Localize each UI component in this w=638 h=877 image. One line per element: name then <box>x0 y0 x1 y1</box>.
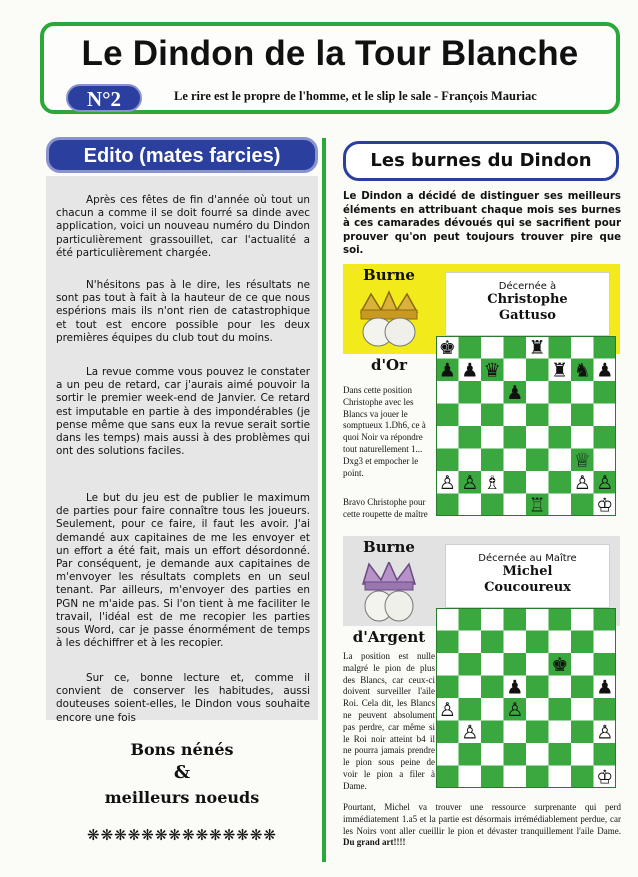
gold-description: Dans cette position Christophe avec les Blancs va jouer le somptueux 1.Dh6, ce à quoi Noir va répondre tout naturellement 1... Dxg3 et empocher le point. <box>343 385 426 478</box>
gold-name-line2: Gattuso <box>499 308 556 323</box>
gold-label-top: Burne <box>363 266 415 284</box>
board-square <box>481 494 504 517</box>
board-square <box>459 426 482 449</box>
board-square <box>459 631 482 654</box>
gold-bravo: Bravo Christophe pour cette roupette de maître <box>343 497 428 519</box>
board-square <box>459 676 482 699</box>
board-square <box>526 426 549 449</box>
chess-piece-icon: ♙ <box>461 472 479 494</box>
board-square <box>436 676 459 699</box>
board-square <box>436 766 459 789</box>
board-square <box>526 471 549 494</box>
board-square <box>594 381 617 404</box>
board-square <box>481 721 504 744</box>
board-square <box>571 698 594 721</box>
silver-label-top: Burne <box>363 538 415 556</box>
board-square <box>571 336 594 359</box>
board-square <box>459 698 482 721</box>
board-square <box>571 608 594 631</box>
board-square <box>526 698 549 721</box>
board-square <box>571 743 594 766</box>
burnes-intro: Le Dindon a décidé de distinguer ses meilleurs éléments en attribuant chaque mois ses burnes à ces camarades dévoués qui se sacrifient pour prouver qu'on peut toujours trouver pire que soi. <box>343 191 621 256</box>
issue-badge: N°2 <box>66 84 142 112</box>
silver-description: La position est nulle malgré le pion de plus des Blancs, car ceux-ci doivent surveiller l'aile Roi. Cela dit, les Blancs ne peuvent absolument pas perdre, car même si le Roi noir atteint b4 il ne pourra jamais prendre le pion sous peine de voir le pion a filer à Dame. <box>343 651 435 791</box>
board-square <box>436 721 459 744</box>
board-square <box>481 631 504 654</box>
board-square <box>571 721 594 744</box>
gold-label-bottom: d'Or <box>370 356 408 374</box>
chessboard-svg <box>436 336 616 516</box>
board-square <box>549 426 572 449</box>
silver-punchline: Du grand art!!!! <box>343 837 406 848</box>
board-square <box>549 494 572 517</box>
board-square <box>526 608 549 631</box>
board-square <box>481 404 504 427</box>
board-square <box>459 766 482 789</box>
board-square <box>459 449 482 472</box>
chess-piece-icon: ♙ <box>461 721 479 744</box>
chess-piece-icon: ♙ <box>438 472 456 494</box>
board-square <box>571 631 594 654</box>
board-square <box>481 676 504 699</box>
board-square <box>549 404 572 427</box>
edito-paragraph-2: N'hésitons pas à le dire, les résultats ne sont pas tout à fait à la hauteur de ce que nous espérions mais ils n'ont rien de catastrophique et tout est encore possible pour les deux premières équipes du club tout du moins. <box>56 279 310 344</box>
closing-line-1: Bons nénés <box>130 740 234 759</box>
chess-piece-icon: ♞ <box>573 359 591 382</box>
chess-piece-icon: ♖ <box>528 494 546 516</box>
edito-paragraph-1: Après ces fêtes de fin d'année où tout un chacun a comme il se doit fourré sa dinde avec application, voici un nouveau numéro du Dindon particulièrement grassouillet, car l'actualité a été particulièrement chargée. <box>56 194 310 259</box>
silver-crown-icon <box>357 562 421 624</box>
board-square <box>504 653 527 676</box>
star-divider: ❋❋❋❋❋❋❋❋❋❋❋❋❋❋ <box>87 827 277 844</box>
board-square <box>436 653 459 676</box>
chess-piece-icon: ♜ <box>528 337 546 359</box>
chess-piece-icon: ♚ <box>551 654 569 676</box>
masthead <box>40 22 620 114</box>
board-square <box>571 381 594 404</box>
board-square <box>436 631 459 654</box>
closing-line-2: meilleurs noeuds <box>104 788 260 807</box>
edito-heading: Edito (mates farcies) <box>46 137 318 173</box>
board-square <box>594 743 617 766</box>
chess-piece-icon: ♗ <box>483 472 501 494</box>
board-square <box>481 608 504 631</box>
board-square <box>481 766 504 789</box>
board-square <box>571 653 594 676</box>
masthead-motto: Le rire est le propre de l'homme, et le slip le sale - François Mauriac <box>174 89 537 103</box>
edito-paragraph-4: Le but du jeu est de publier le maximum de parties pour faire connaître tous les joueurs. Seulement, pour ce faire, il faut les avoir. J'ai demandé aux capitaines de me les envoyer et un effort a été fait, mais un effort désordonné. Par conséquent, je demande aux capitaines de m'envoyer les résultats complets en un seul tenant. Par ailleurs, m'envoyer des parties en PGN ne m'aide pas. Si l'on tient à me faciliter le travail, l'idéal est de me recopier les parties sous Word, car je passe énormément de temps à les déchiffrer et à les recopier. <box>56 492 310 650</box>
board-square <box>481 653 504 676</box>
board-square <box>549 608 572 631</box>
silver-continuation-text: Pourtant, Michel va trouver une ressource surprenante qui perd immédiatement 1.a5 et la partie est désormais irrémédiablement perdue, car les Noirs vont aller cueillir le pion et dévaster tranquillement l'aile Dame. <box>343 802 621 836</box>
gold-award-card <box>445 272 610 336</box>
board-square <box>526 631 549 654</box>
board-square <box>549 471 572 494</box>
silver-award-card <box>445 544 610 608</box>
board-square <box>549 381 572 404</box>
board-square <box>436 743 459 766</box>
board-square <box>459 336 482 359</box>
board-square <box>549 336 572 359</box>
chess-piece-icon: ♟ <box>506 676 524 699</box>
board-square <box>481 336 504 359</box>
chess-piece-icon: ♙ <box>506 699 524 721</box>
masthead-title: Le Dindon de la Tour Blanche <box>81 34 579 73</box>
silver-awarded-to: Décernée au Maître <box>478 553 577 564</box>
board-square <box>504 743 527 766</box>
board-square <box>504 404 527 427</box>
board-square <box>526 721 549 744</box>
board-square <box>594 631 617 654</box>
chess-piece-icon: ♛ <box>483 359 501 382</box>
chess-piece-icon: ♚ <box>438 337 456 359</box>
chess-piece-icon: ♟ <box>461 359 479 382</box>
board-square <box>481 426 504 449</box>
silver-name-line1: Michel <box>502 564 553 579</box>
board-square <box>594 608 617 631</box>
board-square <box>549 698 572 721</box>
chess-piece-icon: ♟ <box>506 382 524 404</box>
chess-piece-icon: ♙ <box>596 721 614 744</box>
silver-name-line2: Coucoureux <box>484 580 571 595</box>
silver-chessboard <box>436 608 616 793</box>
chessboard-svg <box>436 608 616 788</box>
board-square <box>436 494 459 517</box>
board-square <box>594 404 617 427</box>
gold-awarded-to: Décernée à <box>498 281 557 292</box>
board-square <box>526 743 549 766</box>
board-square <box>504 449 527 472</box>
board-square <box>571 766 594 789</box>
board-square <box>459 743 482 766</box>
board-square <box>594 449 617 472</box>
board-square <box>504 631 527 654</box>
board-square <box>504 471 527 494</box>
board-square <box>436 449 459 472</box>
board-square <box>436 381 459 404</box>
board-square <box>459 404 482 427</box>
board-square <box>526 404 549 427</box>
chess-piece-icon: ♔ <box>596 766 614 788</box>
board-square <box>436 608 459 631</box>
board-square <box>549 676 572 699</box>
board-square <box>526 381 549 404</box>
board-square <box>459 608 482 631</box>
board-square <box>594 336 617 359</box>
edito-paragraph-3: La revue comme vous pouvez le constater a un peu de retard, car j'aurais aimé pouvoir la sortir le premier week-end de Janvier. Ce retard est imputable en partie à des impondérables (je pense même que sans eux la revue serait sortie dans les temps) mais aussi à des problèmes qui ont des solutions faciles. <box>56 366 310 458</box>
board-square <box>571 676 594 699</box>
board-square <box>481 381 504 404</box>
chess-piece-icon: ♜ <box>551 359 569 382</box>
board-square <box>459 494 482 517</box>
closing-ampersand: & <box>173 762 191 783</box>
board-square <box>436 404 459 427</box>
board-square <box>504 766 527 789</box>
board-square <box>526 766 549 789</box>
board-square <box>526 653 549 676</box>
board-square <box>549 743 572 766</box>
edito-paragraph-5: Sur ce, bonne lecture et, comme il convient de conserver les habitudes, aussi douteuses soient-elles, le Dindon vous souhaite encore une fois <box>56 672 310 724</box>
chess-piece-icon: ♙ <box>438 699 456 721</box>
board-square <box>549 449 572 472</box>
board-square <box>594 653 617 676</box>
chess-piece-icon: ♟ <box>596 359 614 382</box>
board-square <box>459 653 482 676</box>
chess-piece-icon: ♙ <box>573 472 591 494</box>
board-square <box>549 631 572 654</box>
board-square <box>504 359 527 382</box>
chess-piece-icon: ♟ <box>438 359 456 382</box>
board-square <box>594 426 617 449</box>
board-square <box>571 494 594 517</box>
board-square <box>571 426 594 449</box>
board-square <box>549 766 572 789</box>
column-separator <box>322 138 326 862</box>
board-square <box>481 449 504 472</box>
board-square <box>481 743 504 766</box>
board-square <box>594 698 617 721</box>
board-square <box>526 449 549 472</box>
board-square <box>526 676 549 699</box>
board-square <box>504 721 527 744</box>
gold-chessboard <box>436 336 616 521</box>
chess-piece-icon: ♙ <box>596 472 614 494</box>
board-square <box>459 381 482 404</box>
gold-name-line1: Christophe <box>487 292 568 307</box>
gold-crown-icon <box>355 290 423 348</box>
silver-label-bottom: d'Argent <box>352 628 426 646</box>
board-square <box>504 426 527 449</box>
chess-piece-icon: ♕ <box>573 449 591 472</box>
board-square <box>526 359 549 382</box>
board-square <box>504 494 527 517</box>
board-square <box>436 426 459 449</box>
board-square <box>481 698 504 721</box>
chess-piece-icon: ♔ <box>596 494 614 516</box>
board-square <box>571 404 594 427</box>
chess-piece-icon: ♟ <box>596 676 614 699</box>
burnes-heading: Les burnes du Dindon <box>343 141 619 181</box>
board-square <box>549 721 572 744</box>
board-square <box>504 608 527 631</box>
board-square <box>504 336 527 359</box>
silver-continuation <box>343 802 621 849</box>
